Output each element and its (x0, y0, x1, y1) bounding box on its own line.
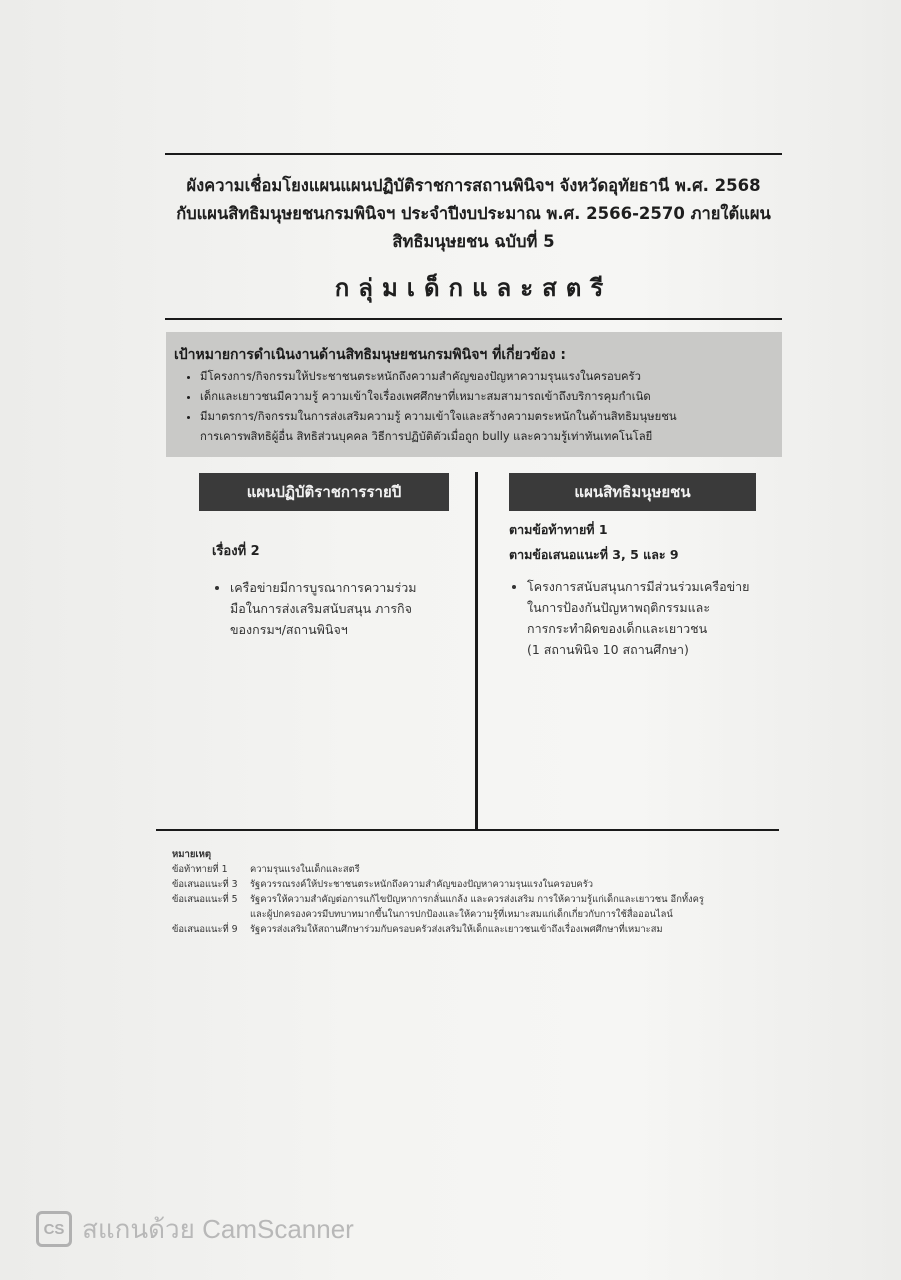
note-text: รัฐควรให้ความสำคัญต่อการแก้ไขปัญหาการกลั่นแกล้ง และควรส่งเสริม การให้ความรู้แก่เด็กและเยาวชน อีกทั้งครู (250, 894, 704, 905)
note-text: รัฐควรรณรงค์ให้ประชาชนตระหนักถึงความสำคัญของปัญหาความรุนแรงในครอบครัว (250, 879, 594, 890)
goals-box (166, 332, 782, 457)
right-bullet-line: ในการป้องกันปัญหาพฤติกรรมและ (527, 600, 711, 615)
title-line-3: สิทธิมนุษยชน ฉบับที่ 5 (392, 232, 555, 251)
left-bullet-block (212, 577, 416, 640)
title-line-2: กับแผนสิทธิมนุษยชนกรมพินิจฯ ประจำปีงบประมาณ พ.ศ. 2566-2570 ภายใต้แผน (176, 204, 771, 223)
goal-item: • เด็กและเยาวชนมีความรู้ ความเข้าใจเรื่องเพศศึกษาที่เหมาะสมสามารถเข้าถึงบริการคุมกำเนิด (200, 387, 770, 407)
camscanner-logo-icon: CS (36, 1211, 72, 1247)
right-column-header: แผนสิทธิมนุษยชน (509, 473, 756, 511)
notes-section (172, 847, 772, 937)
left-bullet-item (230, 577, 416, 640)
note-row (172, 877, 772, 892)
title-bottom-rule (165, 318, 782, 320)
right-ref-line-2: ตามข้อเสนอแนะที่ 3, 5 และ 9 (509, 547, 679, 562)
note-row (172, 862, 772, 877)
watermark-text: สแกนด้วย CamScanner (82, 1213, 354, 1244)
left-bullet-line: ของกรมฯ/สถานพินิจฯ (230, 622, 348, 637)
left-topic: เรื่องที่ 2 (212, 544, 260, 559)
note-row (172, 907, 772, 922)
bottom-rule (156, 829, 779, 831)
note-row (172, 892, 772, 907)
column-divider (475, 472, 478, 830)
note-label: ข้อเสนอแนะที่ 5 (172, 894, 238, 905)
note-label (172, 907, 250, 922)
right-bullet-line: โครงการสนับสนุนการมีส่วนร่วมเครือข่าย (527, 579, 750, 594)
note-text: ความรุนแรงในเด็กและสตรี (250, 864, 360, 875)
document-title (165, 172, 782, 256)
title-line-1: ผังความเชื่อมโยงแผนแผนปฏิบัติราชการสถานพินิจฯ จังหวัดอุทัยธานี พ.ศ. 2568 (186, 176, 761, 195)
note-label: ข้อท้าทายที่ 1 (172, 864, 228, 875)
right-bullet-block (509, 576, 749, 660)
camscanner-watermark (36, 1207, 354, 1251)
right-ref-line-1: ตามข้อท้าทายที่ 1 (509, 522, 608, 537)
goals-list (174, 367, 770, 447)
goal-item-line: มีมาตรการ/กิจกรรมในการส่งเสริมความรู้ ความเข้าใจและสร้างความตระหนักในด้านสิทธิมนุษยชน (200, 410, 677, 423)
group-title: กลุ่มเด็กและสตรี (334, 274, 613, 302)
note-text: รัฐควรส่งเสริมให้สถานศึกษาร่วมกับครอบครัวส่งเสริมให้เด็กและเยาวชนเข้าถึงเรื่องเพศศึกษาที่เหมาะสม (250, 924, 663, 935)
right-bullet-item (527, 576, 749, 660)
left-bullet-line: เครือข่ายมีการบูรณาการความร่วม (230, 580, 417, 595)
left-column-header: แผนปฏิบัติราชการรายปี (199, 473, 449, 511)
left-bullet-line: มือในการส่งเสริมสนับสนุน ภารกิจ (230, 601, 412, 616)
note-label: ข้อเสนอแนะที่ 3 (172, 879, 238, 890)
goal-item (200, 407, 770, 447)
top-rule (165, 153, 782, 155)
note-text: และผู้ปกครองควรมีบทบาทมากขึ้นในการปกป้องและให้ความรู้ที่เหมาะสมแก่เด็กเกี่ยวกับการใช้สื่อออนไลน์ (250, 909, 673, 920)
notes-title: หมายเหตุ (172, 849, 212, 860)
goals-heading: เป้าหมายการดำเนินงานด้านสิทธิมนุษยชนกรมพินิจฯ ที่เกี่ยวข้อง : (174, 347, 567, 363)
goal-item-line: การเคารพสิทธิผู้อื่น สิทธิส่วนบุคคล วิธีการปฏิบัติตัวเมื่อถูก bully และความรู้เท่าทันเทคโนโลยี (200, 430, 653, 443)
note-row (172, 922, 772, 937)
note-label: ข้อเสนอแนะที่ 9 (172, 924, 238, 935)
goal-item: • มีโครงการ/กิจกรรมให้ประชาชนตระหนักถึงความสำคัญของปัญหาความรุนแรงในครอบครัว (200, 367, 770, 387)
right-bullet-line: การกระทำผิดของเด็กและเยาวชน (527, 621, 708, 636)
right-bullet-line: (1 สถานพินิจ 10 สถานศึกษา) (527, 642, 689, 657)
